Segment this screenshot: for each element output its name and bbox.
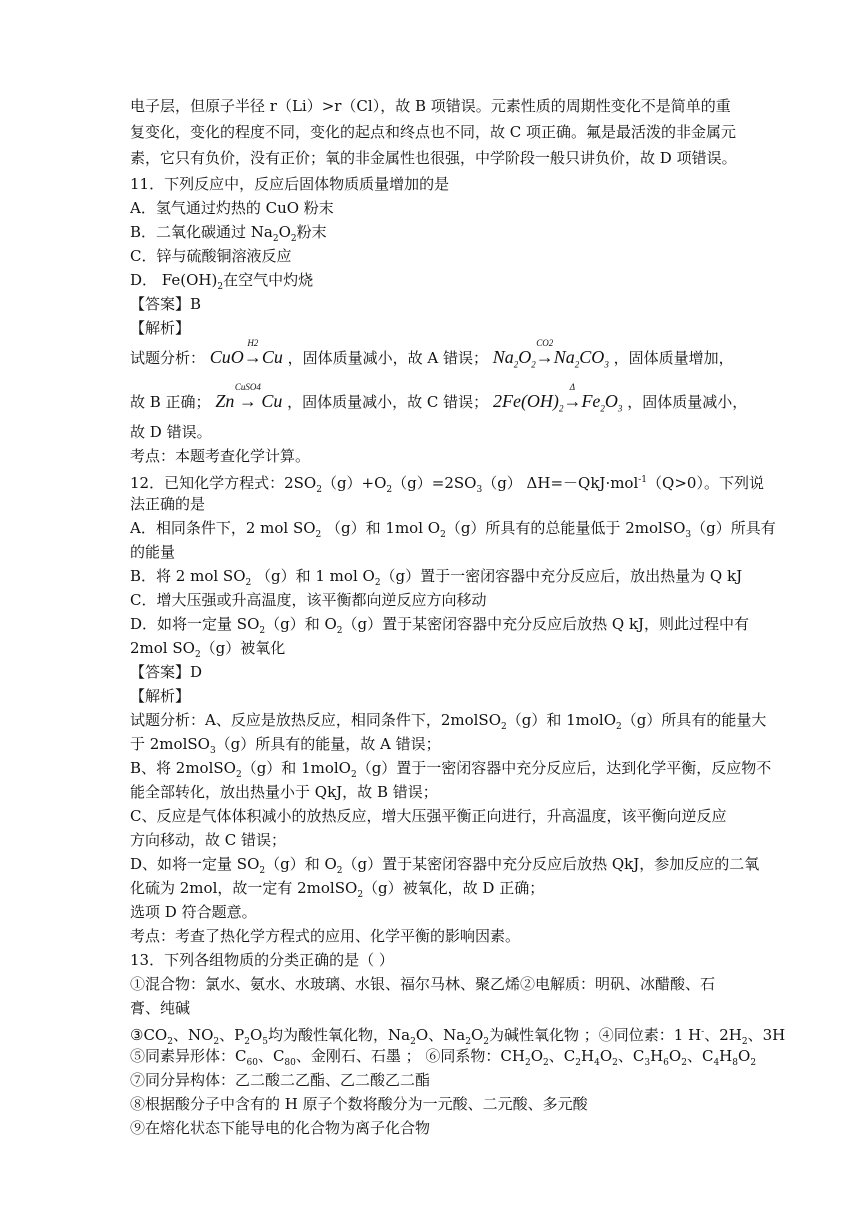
option-c: C．锌与硫酸铜溶液反应 <box>130 247 292 265</box>
option-c: C．增大压强或升高温度，该平衡都向逆反应方向移动 <box>130 591 487 609</box>
analysis-line: 化硫为 2mol，故一定有 2molSO$_2$（g）被氧化，故 D 正确； <box>130 879 545 900</box>
statement-line: $③CO_2$、$NO_2$、$P_2O_5$均为酸性氧化物，$Na_2O$、$Na_2O_2$为碱性氧化物 ；④同位素：1 H-、$2H_2$、3H <box>130 1026 786 1047</box>
text-line: 电子层，但原子半径 r（Li）>r（Cl），故 B 项错误。元素性质的周期性变化不是简单的重 <box>130 97 731 115</box>
option-b: B．二氧化碳通过 $Na_2O_2$粉末 <box>130 223 327 244</box>
question-13-stem: 13．下列各组物质的分类正确的是（ ） <box>130 951 394 969</box>
analysis-line: 试题分析：A、反应是放热反应，相同条件下，2molSO$_2$（g）和 1molO$_2$（g）所具有的能量大 <box>130 711 767 732</box>
statement-line: 膏、纯碱 <box>130 999 191 1017</box>
equation-1: CuO H2 →Cu <box>209 338 283 367</box>
statement-line: ⑧根据酸分子中含有的 H 原子个数将酸分为一元酸、二元酸、多元酸 <box>130 1095 588 1113</box>
analysis-line: 方向移动，故 C 错误； <box>130 831 287 849</box>
statement-line: ⑤同素异形体：$C_{60}$、$C_{80}$、金刚石、石墨 ； ⑥同系物：$CH_2O_2$、$C_2H_4O_2$、$C_3H_6O_2$、$C_4H_8O_2$ <box>130 1047 757 1068</box>
analysis-line: 试题分析： CuO H2 →Cu ，固体质量减小，故 A 错误； $Na_2O_2$ CO2 $\to Na_2CO_3$ ，固体质量增加， <box>130 346 734 376</box>
statement-line: ⑨在熔化状态下能导电的化合物为离子化合物 <box>130 1119 431 1137</box>
option-b: B．将 2 mol $SO_2$ （g）和 1 mol $O_2(g)$置于一密闭容器中充分反应后，放出热量为 Q kJ <box>130 567 743 588</box>
statement-line: ①混合物：氯水、氨水、水玻璃、水银、福尔马林、聚乙烯②电解质：明矾、冰醋酸、石 <box>130 975 716 993</box>
equation-3: Zn CuSO4 → Cu <box>215 382 283 411</box>
answer-label: 【答案】B <box>130 295 202 313</box>
point-line: 考点：考查了热化学方程式的应用、化学平衡的影响因素。 <box>130 927 521 945</box>
text-line: 的能量 <box>130 543 176 561</box>
analysis-line: B、将 2molSO$_2$（g）和 1molO$_2$（g）置于一密闭容器中充分反应后，达到化学平衡，反应物不 <box>130 759 772 780</box>
text-line: 复变化，变化的程度不同，变化的起点和终点也不同，故 C 项正确。氟是最活泼的非金属元 <box>130 123 737 141</box>
answer-label: 【答案】D <box>130 663 203 681</box>
analysis-line: C、反应是气体体积减小的放热反应，增大压强平衡正向进行，升高温度，该平衡向逆反应 <box>130 807 727 825</box>
question-11-stem: 11．下列反应中，反应后固体物质质量增加的是 <box>130 175 450 193</box>
equation-2: $Na_2O_2$ CO2 $\to Na_2CO_3$ <box>492 338 609 370</box>
option-d: D．如将一定量 $SO_2(g)$和 $O_2(g)$置于某密闭容器中充分反应后放热 Q kJ，则此过程中有 <box>130 615 750 636</box>
text-line: 素，它只有负价，没有正价；氧的非金属性也很强，中学阶段一般只讲负价，故 D 项错误。 <box>130 149 737 167</box>
text-line: 故 D 错误。 <box>130 423 212 441</box>
text-line: 2mol $SO_2(g)$被氧化 <box>130 639 286 660</box>
analysis-line: 于 2molSO$_3$（g）所具有的能量，故 A 错误； <box>130 735 441 756</box>
point-line: 考点：本题考查化学计算。 <box>130 447 311 465</box>
analysis-line: 故 B 正确； Zn CuSO4 → Cu ，固体质量减小，故 C 错误； $2Fe(OH)_2$ Δ $\to Fe_2O_3$ ，固体质量减小， <box>130 390 747 420</box>
question-12-stem: 12．已知化学方程式：$2SO_2(g)+O_2(g)=2SO_3(g)$ ΔH=－QkJ·mol$^{-1}$（Q>0）。下列说 <box>130 474 764 495</box>
option-a: A．氢气通过灼热的 CuO 粉末 <box>130 199 334 217</box>
analysis-line: D、如将一定量 $SO_2(g)$和 $O_2(g)$置于某密闭容器中充分反应后放热 QkJ，参加反应的二氧 <box>130 855 760 876</box>
option-d: D． $Fe(OH)_2$在空气中灼烧 <box>130 271 314 292</box>
statement-line: ⑦同分异构体：乙二酸二乙酯、乙二酸乙二酯 <box>130 1071 431 1089</box>
equation-4: $2Fe(OH)_2$ Δ $\to Fe_2O_3$ <box>492 382 623 414</box>
option-a: A．相同条件下，2 mol $SO_2$ （g）和 1mol $O_2(g)$所具有的总能量低于 2molSO$_3$（g）所具有 <box>130 519 776 540</box>
text-line: 选项 D 符合题意。 <box>130 903 257 921</box>
analysis-label: 【解析】 <box>130 319 191 337</box>
analysis-label: 【解析】 <box>130 687 191 705</box>
text-line: 法正确的是 <box>130 495 206 513</box>
analysis-line: 能全部转化，放出热量小于 QkJ，故 B 错误； <box>130 783 438 801</box>
